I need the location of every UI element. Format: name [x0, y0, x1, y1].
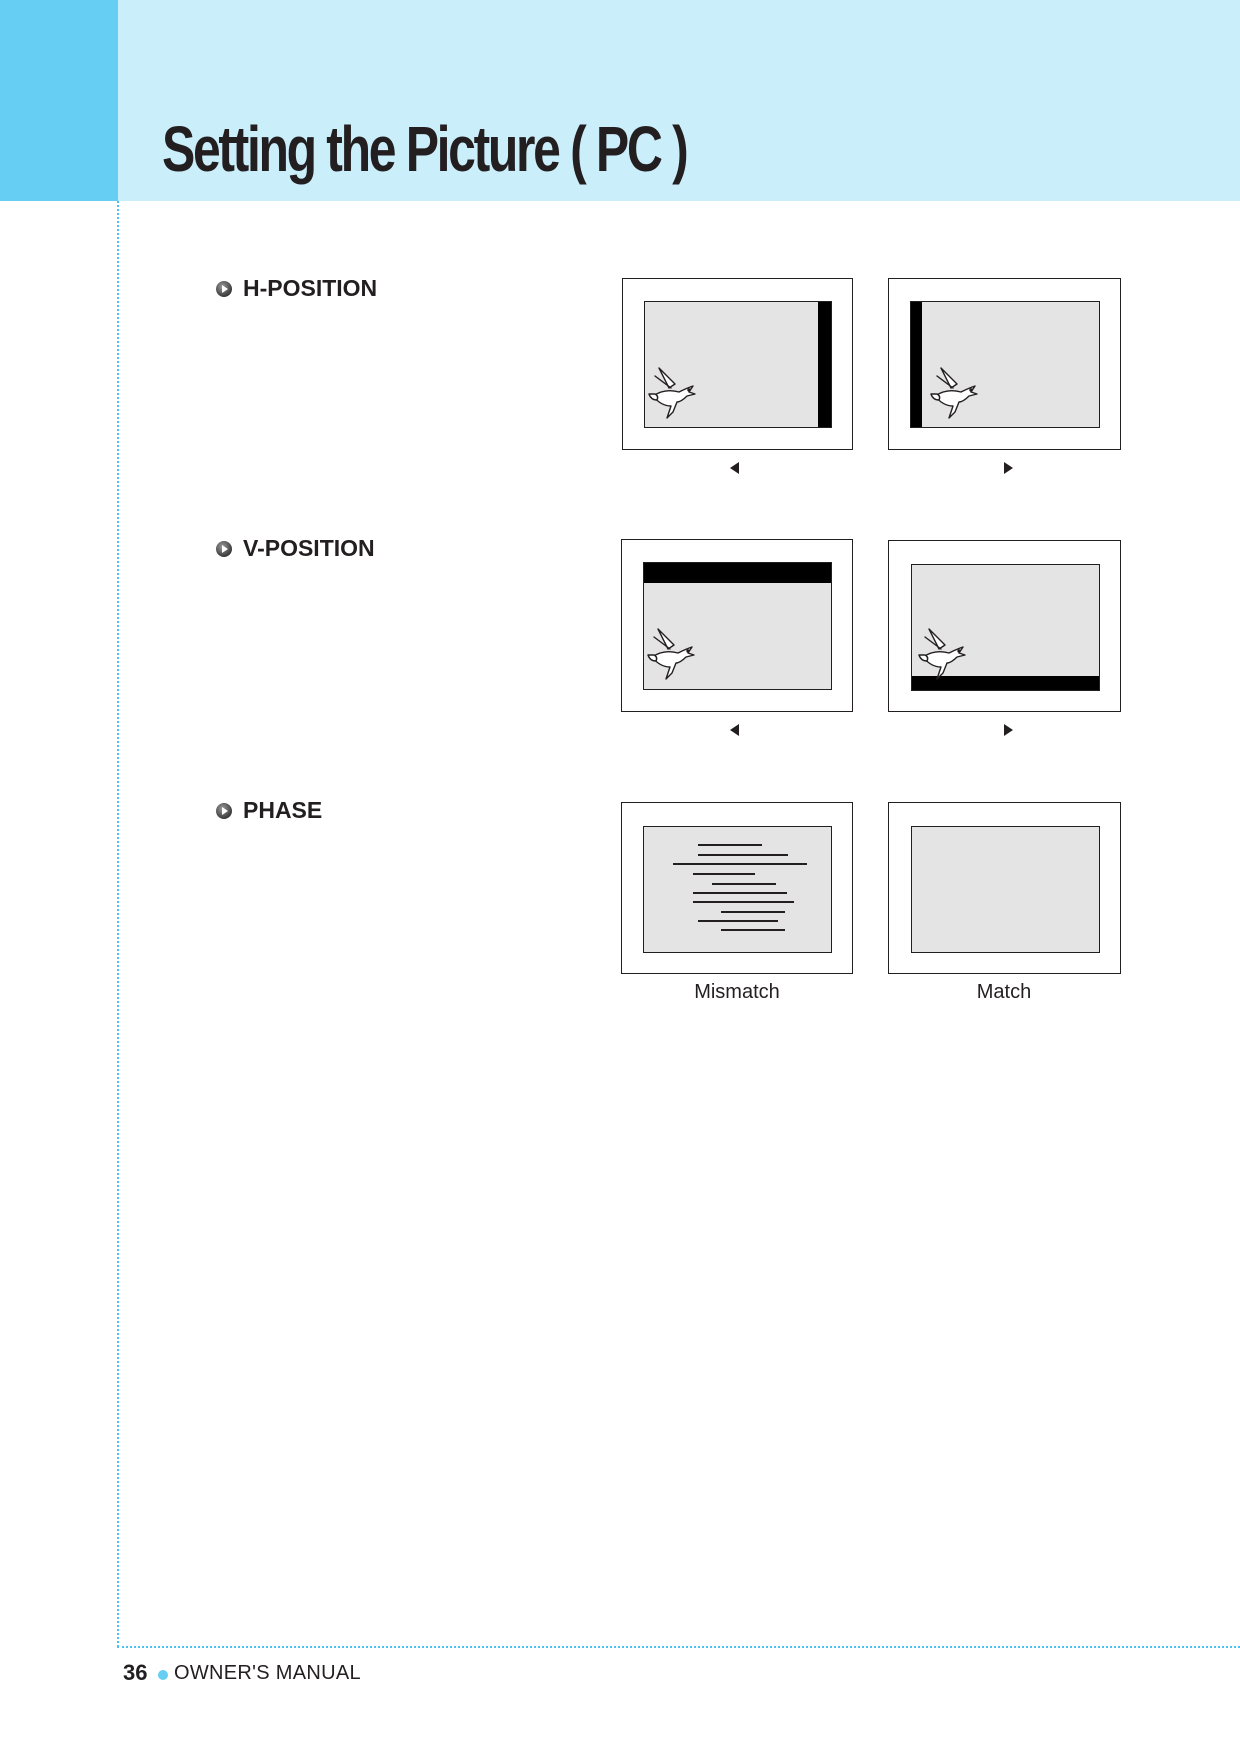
noise-line	[721, 911, 785, 913]
black-bar-right	[818, 302, 831, 427]
page-number: 36	[123, 1660, 148, 1685]
section-phase	[216, 797, 322, 824]
footer-rule	[117, 1646, 1240, 1648]
bird-icon	[917, 627, 969, 681]
section-label: V-POSITION	[243, 535, 375, 561]
monitor-screen	[643, 562, 832, 690]
margin-rule	[117, 201, 119, 1647]
noise-line	[698, 844, 762, 846]
monitor-h-right	[888, 278, 1121, 450]
caption-match: Match	[976, 981, 1032, 1003]
noise-line	[673, 863, 807, 865]
caption-mismatch: Mismatch	[694, 981, 780, 1003]
section-label: PHASE	[243, 797, 323, 823]
noise-line	[698, 920, 778, 922]
monitor-screen	[911, 564, 1100, 691]
arrow-right-icon	[1004, 462, 1013, 474]
arrow-left-icon	[730, 724, 739, 736]
bird-icon	[647, 366, 699, 420]
monitor-screen	[911, 826, 1100, 953]
noise-line	[712, 883, 776, 885]
monitor-screen	[643, 826, 832, 953]
section-label: H-POSITION	[243, 275, 378, 301]
monitor-v-left	[621, 539, 853, 712]
section-h-position	[216, 275, 377, 302]
play-circle-icon	[216, 803, 232, 819]
monitor-v-right	[888, 540, 1121, 712]
noise-line	[721, 929, 785, 931]
monitor-h-left	[622, 278, 853, 450]
arrow-left-icon	[730, 462, 739, 474]
monitor-phase-match	[888, 802, 1121, 974]
black-bar-top	[644, 563, 831, 583]
monitor-screen	[644, 301, 832, 428]
section-v-position	[216, 535, 375, 562]
monitor-phase-mismatch	[621, 802, 853, 974]
header-accent-tab	[0, 0, 118, 201]
noise-line	[698, 854, 788, 856]
noise-line	[693, 892, 787, 894]
monitor-screen	[910, 301, 1100, 428]
black-bar-left	[911, 302, 922, 427]
footer-dot-icon	[158, 1670, 168, 1680]
arrow-right-icon	[1004, 724, 1013, 736]
play-circle-icon	[216, 281, 232, 297]
play-circle-icon	[216, 541, 232, 557]
noise-line	[693, 901, 794, 903]
manual-label: OWNER'S MANUAL	[174, 1662, 361, 1684]
noise-line	[693, 873, 755, 875]
page-title: Setting the Picture ( PC )	[162, 113, 687, 185]
bird-icon	[929, 366, 981, 420]
bird-icon	[646, 627, 698, 681]
